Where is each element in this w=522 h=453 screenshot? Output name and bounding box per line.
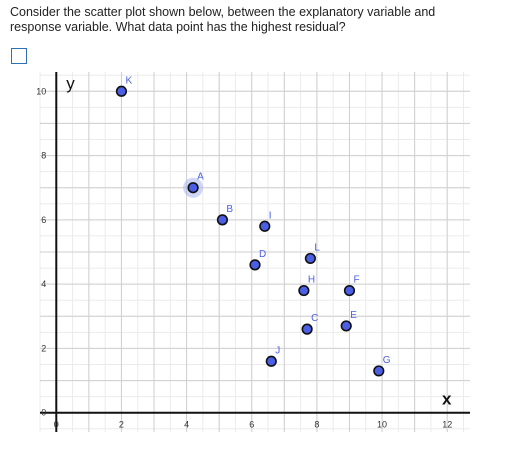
data-point-j[interactable] bbox=[266, 356, 276, 366]
y-tick-label: 0 bbox=[41, 407, 47, 418]
data-point-l[interactable] bbox=[306, 254, 316, 264]
data-point-k[interactable] bbox=[117, 86, 127, 96]
point-label-a: A bbox=[197, 171, 204, 183]
data-point-a[interactable] bbox=[188, 183, 198, 193]
x-tick-label: 0 bbox=[53, 419, 59, 430]
point-label-l: L bbox=[314, 242, 320, 254]
point-label-g: G bbox=[382, 354, 391, 366]
y-tick-label: 8 bbox=[41, 150, 47, 161]
data-point-e[interactable] bbox=[341, 321, 351, 331]
point-label-h: H bbox=[307, 274, 316, 286]
x-tick-label: 8 bbox=[314, 419, 320, 430]
point-label-j: J bbox=[275, 345, 281, 357]
data-point-f[interactable] bbox=[345, 286, 355, 296]
x-axis-label: x bbox=[442, 389, 452, 409]
data-point-i[interactable] bbox=[260, 221, 270, 231]
y-tick-label: 2 bbox=[41, 343, 47, 354]
x-tick-label: 4 bbox=[184, 419, 190, 430]
data-point-h[interactable] bbox=[299, 286, 309, 296]
y-tick-label: 10 bbox=[36, 86, 47, 97]
data-point-d[interactable] bbox=[250, 260, 260, 270]
y-tick-label: 6 bbox=[41, 214, 47, 225]
data-point-b[interactable] bbox=[218, 215, 228, 225]
x-tick-label: 12 bbox=[442, 419, 453, 430]
point-label-b: B bbox=[226, 203, 234, 215]
point-label-e: E bbox=[350, 309, 357, 321]
question-line-2: response variable. What data point has the highest residual? bbox=[10, 20, 346, 34]
data-point-g[interactable] bbox=[374, 366, 384, 376]
y-tick-label: 4 bbox=[41, 279, 47, 290]
data-point-c[interactable] bbox=[302, 324, 312, 334]
x-tick-label: 10 bbox=[377, 419, 388, 430]
y-axis-label: y bbox=[66, 74, 75, 93]
point-label-c: C bbox=[311, 313, 319, 325]
point-label-k: K bbox=[125, 75, 133, 87]
point-label-f: F bbox=[353, 274, 360, 286]
point-label-i: I bbox=[268, 210, 272, 222]
point-label-d: D bbox=[259, 248, 267, 260]
x-tick-label: 2 bbox=[118, 419, 124, 430]
x-tick-label: 6 bbox=[249, 419, 255, 430]
question-line-1: Consider the scatter plot shown below, between the explanatory variable and bbox=[10, 5, 436, 19]
